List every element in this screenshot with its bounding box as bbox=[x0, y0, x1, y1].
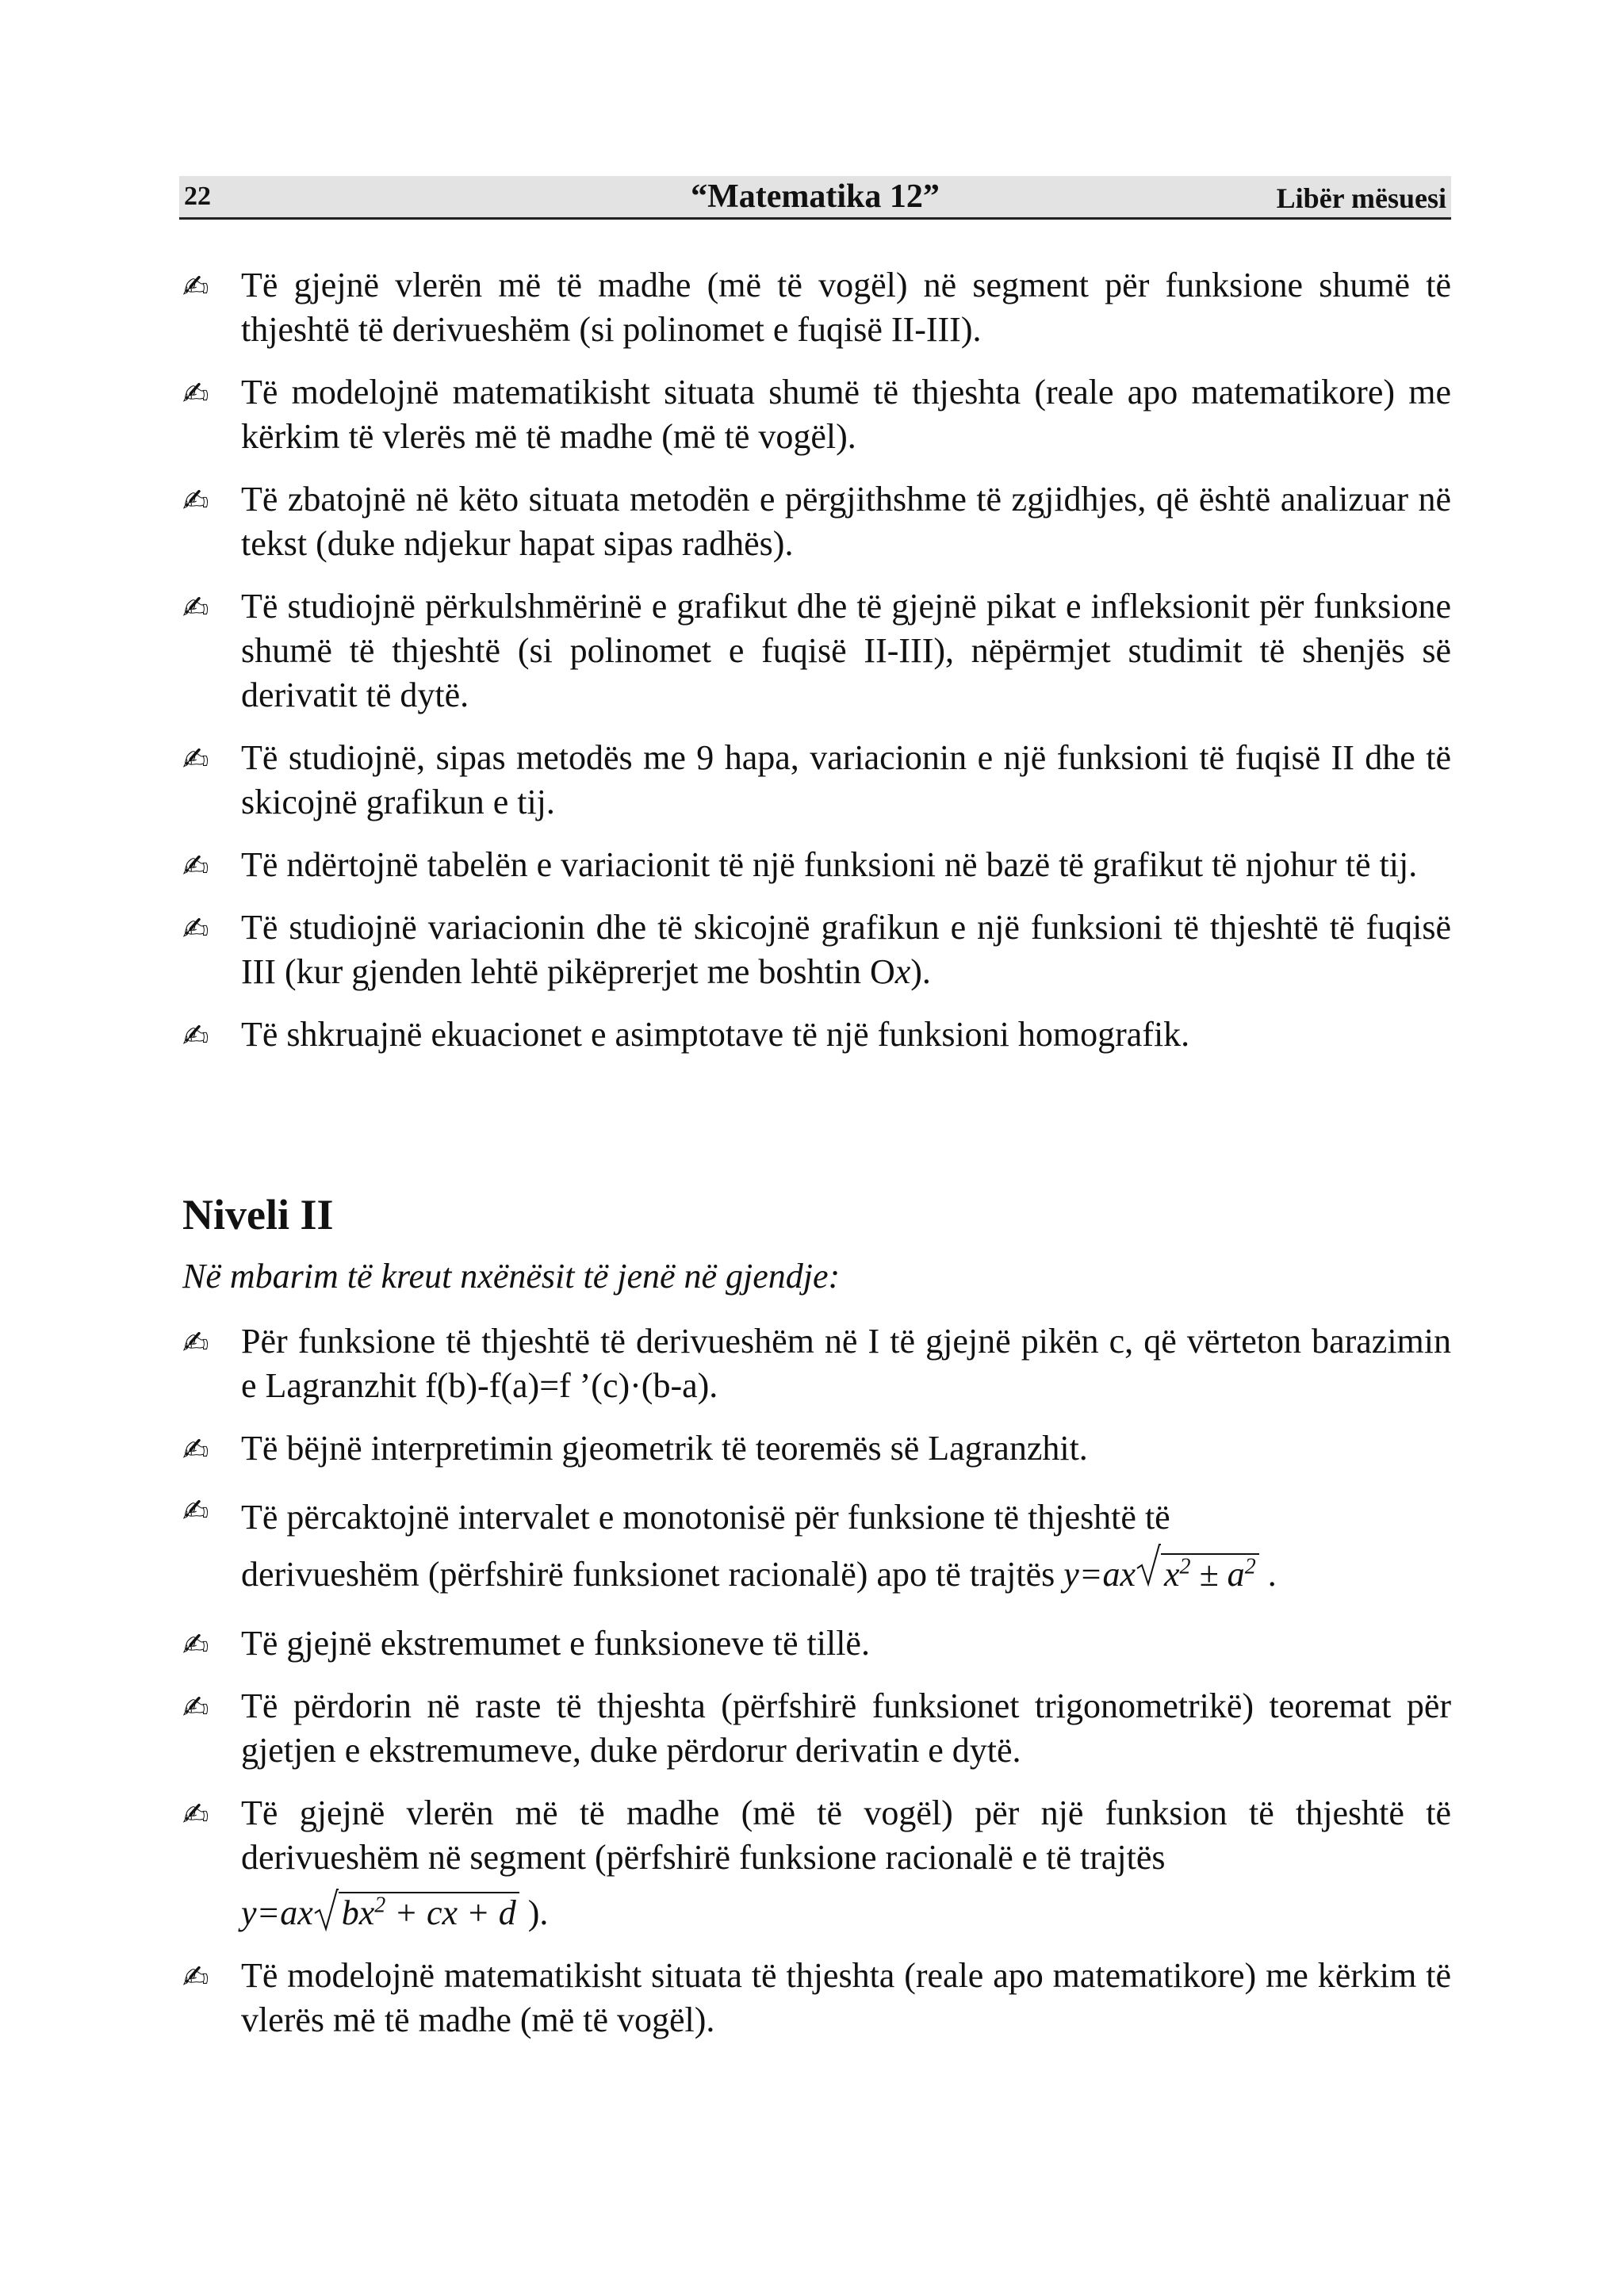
list-item: ✍ Të studiojnë variacionin dhe të skicojnë grafikun e një funksioni të thjeshtë të fuqisë III (kur gjenden lehtë pikëprerjet me boshtin Ox). bbox=[182, 908, 1451, 991]
list-item: ✍ Për funksione të thjeshtë të derivueshëm në I të gjejnë pikën c, që vërteton barazimin e Lagranzhit f(b)-f(a)=f ’(c)·(b-a). bbox=[182, 1322, 1451, 1405]
objectives-list-level-1 bbox=[182, 263, 1451, 1075]
pen-icon: ✍ bbox=[182, 376, 209, 412]
pen-icon: ✍ bbox=[182, 1627, 209, 1663]
list-item: ✍ Të gjejnë ekstremumet e funksioneve të tillë. bbox=[182, 1621, 1451, 1666]
list-item: ✍ Të zbatojnë në këto situata metodën e përgjithshme të zgjidhjes, që është analizuar në tekst (duke ndjekur hapat sipas radhës). bbox=[182, 480, 1451, 563]
radical-sign-icon bbox=[313, 1885, 339, 1932]
list-item: ✍ Të studiojnë, sipas metodës me 9 hapa, variacionin e një funksioni të fuqisë II dhe të skicojnë grafikun e tij. bbox=[182, 738, 1451, 821]
section-title: Niveli II bbox=[182, 1191, 334, 1238]
pen-icon: ✍ bbox=[182, 269, 209, 305]
list-item: ✍ Të modelojnë matematikisht situata të thjeshta (reale apo matematikore) me kërkim të vlerës më të madhe (më të vogël). bbox=[182, 1956, 1451, 2039]
formula-prefix: y=ax bbox=[1063, 1555, 1136, 1594]
list-item: ✍ Të gjejnë vlerën më të madhe (më të vogël) në segment për funksione shumë të thjeshtë të derivueshëm (si polinomet e fuqisë II-III). bbox=[182, 266, 1451, 349]
pen-icon: ✍ bbox=[182, 1690, 209, 1726]
list-item: ✍ Të bëjnë interpretimin gjeometrik të teoremës së Lagranzhit. bbox=[182, 1426, 1451, 1471]
pen-icon: ✍ bbox=[182, 848, 209, 885]
pen-icon: ✍ bbox=[182, 1797, 209, 1833]
pen-icon: ✍ bbox=[182, 1493, 209, 1529]
pen-icon: ✍ bbox=[182, 741, 209, 778]
formula-prefix: y=ax bbox=[241, 1893, 313, 1932]
book-type: Libër mësuesi bbox=[1276, 182, 1446, 214]
list-item: ✍ Të gjejnë vlerën më të madhe (më të vogël) për një funksion të thjeshtë të derivueshëm në segment (përfshirë funksione racionalë e të trajtës y=ax $bx^2$ + cx + d ). bbox=[182, 1791, 1451, 1935]
sqrt-formula: $bx^2$ + cx + d bbox=[313, 1891, 519, 1935]
list-item: ✍ Të shkruajnë ekuacionet e asimptotave të një funksioni homografik. bbox=[182, 1013, 1451, 1057]
list-item: ✍ Të përdorin në raste të thjeshta (përfshirë funksionet trigonometrikë) teoremat për gjetjen e ekstremumeve, duke përdorur derivatin e dytë. bbox=[182, 1686, 1451, 1770]
objectives-list-level-2 bbox=[182, 1319, 1451, 2061]
pen-icon: ✍ bbox=[182, 1432, 209, 1468]
pen-icon: ✍ bbox=[182, 590, 209, 626]
list-item: ✍ Të studiojnë përkulshmërinë e grafikut dhe të gjejnë pikat e infleksionit për funksione shumë të thjeshtë (si polinomet e fuqisë II-III), nëpërmjet studimit të shenjës së derivatit të dytë. bbox=[182, 587, 1451, 714]
sqrt-formula: $x^2 \pm a^2$ bbox=[1136, 1546, 1259, 1603]
pen-icon: ✍ bbox=[182, 1325, 209, 1361]
pen-icon: ✍ bbox=[182, 1959, 209, 1996]
list-item: ✍ Të ndërtojnë tabelën e variacionit të një funksioni në bazë të grafikut të njohur të tij. bbox=[182, 843, 1451, 887]
section-subtitle: Në mbarim të kreut nxënësit të jenë në gjendje: bbox=[182, 1257, 841, 1296]
book-title: “Matematika 12” bbox=[691, 178, 940, 215]
radical-sign-icon bbox=[1136, 1540, 1161, 1587]
list-item: ✍ Të përcaktojnë intervalet e monotonisë për funksione të thjeshtë të derivueshëm (përfshirë funksionet racionalë) apo të trajtës y=ax $x^2 \pm a^2$ . bbox=[182, 1489, 1451, 1603]
pen-icon: ✍ bbox=[182, 911, 209, 947]
pen-icon: ✍ bbox=[182, 1018, 209, 1055]
pen-icon: ✍ bbox=[182, 483, 209, 519]
list-item: ✍ Të modelojnë matematikisht situata shumë të thjeshta (reale apo matematikore) me kërkim të vlerës më të madhe (më të vogël). bbox=[182, 373, 1451, 456]
page-number: 22 bbox=[184, 182, 211, 211]
page-header bbox=[179, 176, 1451, 220]
